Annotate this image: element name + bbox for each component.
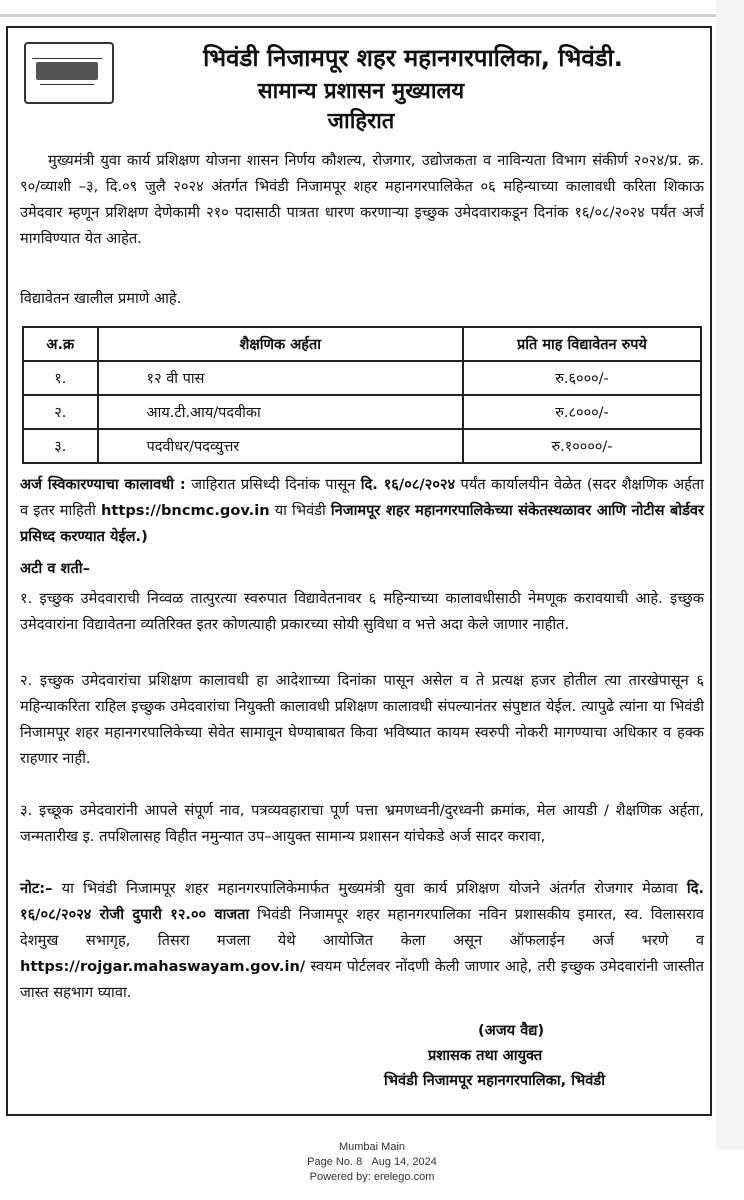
table-row xyxy=(23,429,701,463)
corporation-title: भिवंडी निजामपूर शहर महानगरपालिका, भिवंडी. xyxy=(203,44,623,72)
newspaper-notice xyxy=(6,26,712,1116)
application-text: जाहिरात प्रसिध्दी दिनांक पासून xyxy=(185,476,361,493)
application-deadline: दि. १६/०८/२०२४ xyxy=(360,476,456,493)
row-stipend: रु.६०००/- xyxy=(463,361,701,395)
table-row xyxy=(23,395,701,429)
website-link[interactable]: https://bncmc.gov.in xyxy=(101,502,270,519)
note-text: या भिवंडी निजामपूर शहर महानगरपालिकेमार्फत मुख्यमंत्री युवा कार्य प्रशिक्षण योजने अंतर्गत रोजगार मेळावा xyxy=(52,880,687,897)
page-date-line xyxy=(0,1155,744,1170)
term-item-3: ३. इच्छूक उमेदवारांनी आपले संपूर्ण नाव, पत्रव्यवहाराचा पूर्ण पत्ता भ्रमणध्वनी/दुरध्वनी क्रमांक, मेल आयडी / शैक्षणिक अर्हता, जन्मतारीख इ. तपशिलासह विहीत नमुन्यात उप–आयुक्त सामान्य प्रशासन यांचेकडे अर्ज सादर करावा, xyxy=(20,802,704,845)
stipend-line: विद्यावेतन खालील प्रमाणे आहे. xyxy=(20,290,182,307)
note-paragraph xyxy=(20,876,704,1006)
table-header-row xyxy=(23,327,701,361)
row-sr-no: २. xyxy=(23,395,98,429)
application-period-paragraph xyxy=(20,472,704,550)
application-publish-text: निजामपूर शहर महानगरपालिकेच्या संकेतस्थळावर आणि नोटीस बोर्डवर प्रसिध्द करण्यात येईल.) xyxy=(20,502,704,545)
row-sr-no: ३. xyxy=(23,429,98,463)
row-qualification: पदवीधर/पदव्युत्तर xyxy=(98,429,463,463)
powered-by: Powered by: erelego.com xyxy=(309,1171,435,1183)
top-divider xyxy=(0,14,744,17)
row-qualification: १२ वी पास xyxy=(98,361,463,395)
signatory-designation: प्रशासक तथा आयुक्त xyxy=(428,1047,543,1064)
row-qualification: आय.टी.आय/पदवीका xyxy=(98,395,463,429)
department-title: सामान्य प्रशासन मुख्यालय xyxy=(257,79,465,104)
term-item-1: १. इच्छुक उमेदवाराची निव्वळ तात्पुरत्या स्वरुपात विद्यावेतनावर ६ महिन्याच्या कालावधीसाठी नेमणूक करावयाची आहे. इच्छुक उमेदवारांना विद्यावेतना व्यतिरिक्त इतर कोणत्याही प्रकारच्या सोयी सुविधा व भत्ते अदा केले जाणार नाहीत. xyxy=(20,590,704,633)
header-sr-no: अ.क्र xyxy=(23,327,98,361)
note-text: भिवंडी निजामपूर शहर महानगरपालिका नविन प्रशासकीय इमारत, स्व. विलासराव देशमुख सभागृह, तिसरा मजला येथे आयोजित केला असून ऑफलाईन अर्ज भरणे व xyxy=(20,906,705,949)
edition-label: Mumbai Main xyxy=(338,1141,406,1153)
term-item-2: २. इच्छुक उमेदवारांचा प्रशिक्षण कालावधी हा आदेशाच्या दिनांका पासून असेल व ते प्रत्यक्ष हजर होतील त्या तारखेपासून ६ महिन्याकरिता राहिल इच्छुक उमेदवारांचा नियुक्ती कालावधी प्रशिक्षण कालावधी संपल्यानंतर संपुष्टात येईल. त्यापुढे त्यांना या भिवंडी निजामपूर शहर महानगरपालिकेच्या सेवेत सामावून घेण्याबाबत किवा भविष्यात कायम स्वरुपी नोकरी मागण्याचा अधिकार व हक्क राहणार नाही. xyxy=(20,672,704,767)
signatory-organization: भिवंडी निजामपूर महानगरपालिका, भिवंडी xyxy=(384,1072,606,1089)
logo-top-band xyxy=(32,48,102,59)
header-stipend: प्रति माह विद्यावेतन रुपये xyxy=(463,327,701,361)
stipend-table xyxy=(22,326,702,464)
right-margin-strip xyxy=(716,0,744,1150)
page-footer xyxy=(0,1140,744,1185)
application-text: पर्यंत कार्यालयीन वेळेत (सदर शैक्षणिक अर्हता व इतर माहिती xyxy=(20,476,704,519)
row-sr-no: १. xyxy=(23,361,98,395)
page-number: Page No. 8 xyxy=(307,1156,363,1168)
signatory-name: (अजय वैद्य) xyxy=(478,1022,545,1039)
terms-heading: अटी व शती– xyxy=(20,560,90,577)
mahaswayam-link[interactable]: https://rojgar.mahaswayam.gov.in/ xyxy=(20,958,306,975)
header-qualification: शैक्षणिक अर्हता xyxy=(98,327,463,361)
job-fair-datetime: दि. १६/०८/२०२४ रोजी दुपारी १२.०० वाजता xyxy=(20,880,704,923)
application-period-label: अर्ज स्विकारण्याचा कालावधी : xyxy=(20,476,186,493)
publish-date: Aug 14, 2024 xyxy=(371,1156,437,1168)
notice-label: जाहिरात xyxy=(327,109,395,134)
application-text: या भिवंडी xyxy=(269,502,331,519)
note-label: नोट:– xyxy=(20,880,53,897)
row-stipend: रु.८०००/- xyxy=(463,395,701,429)
row-stipend: रु.१००००/- xyxy=(463,429,701,463)
note-text: स्वयम पोर्टलवर नोंदणी केली जाणार आहे, तरी इच्छुक उमेदवारांनी जास्तीत जास्त सहभाग घ्यावा. xyxy=(20,958,704,1001)
intro-paragraph: मुख्यमंत्री युवा कार्य प्रशिक्षण योजना शासन निर्णय कौशल्य, रोजगार, उद्योजकता व नाविन्यता विभाग संकीर्ण २०२४/प्र. क्र. ९०/व्याशी –३, दि.०९ जुलै २०२४ अंतर्गत भिवंडी निजामपूर शहर महानगरपालिकेत ०६ महिन्याच्या कालावधी करिता शिकाऊ उमेदवार म्हणून प्रशिक्षण देणेकामी २१० पदासाठी पात्रता धारण करणाऱ्या इच्छुक उमेदवाराकडून दिनांक १६/०८/२०२४ पर्यंत अर्ज मागविण्यात येत आहेत. xyxy=(20,152,704,247)
table-row xyxy=(23,361,701,395)
